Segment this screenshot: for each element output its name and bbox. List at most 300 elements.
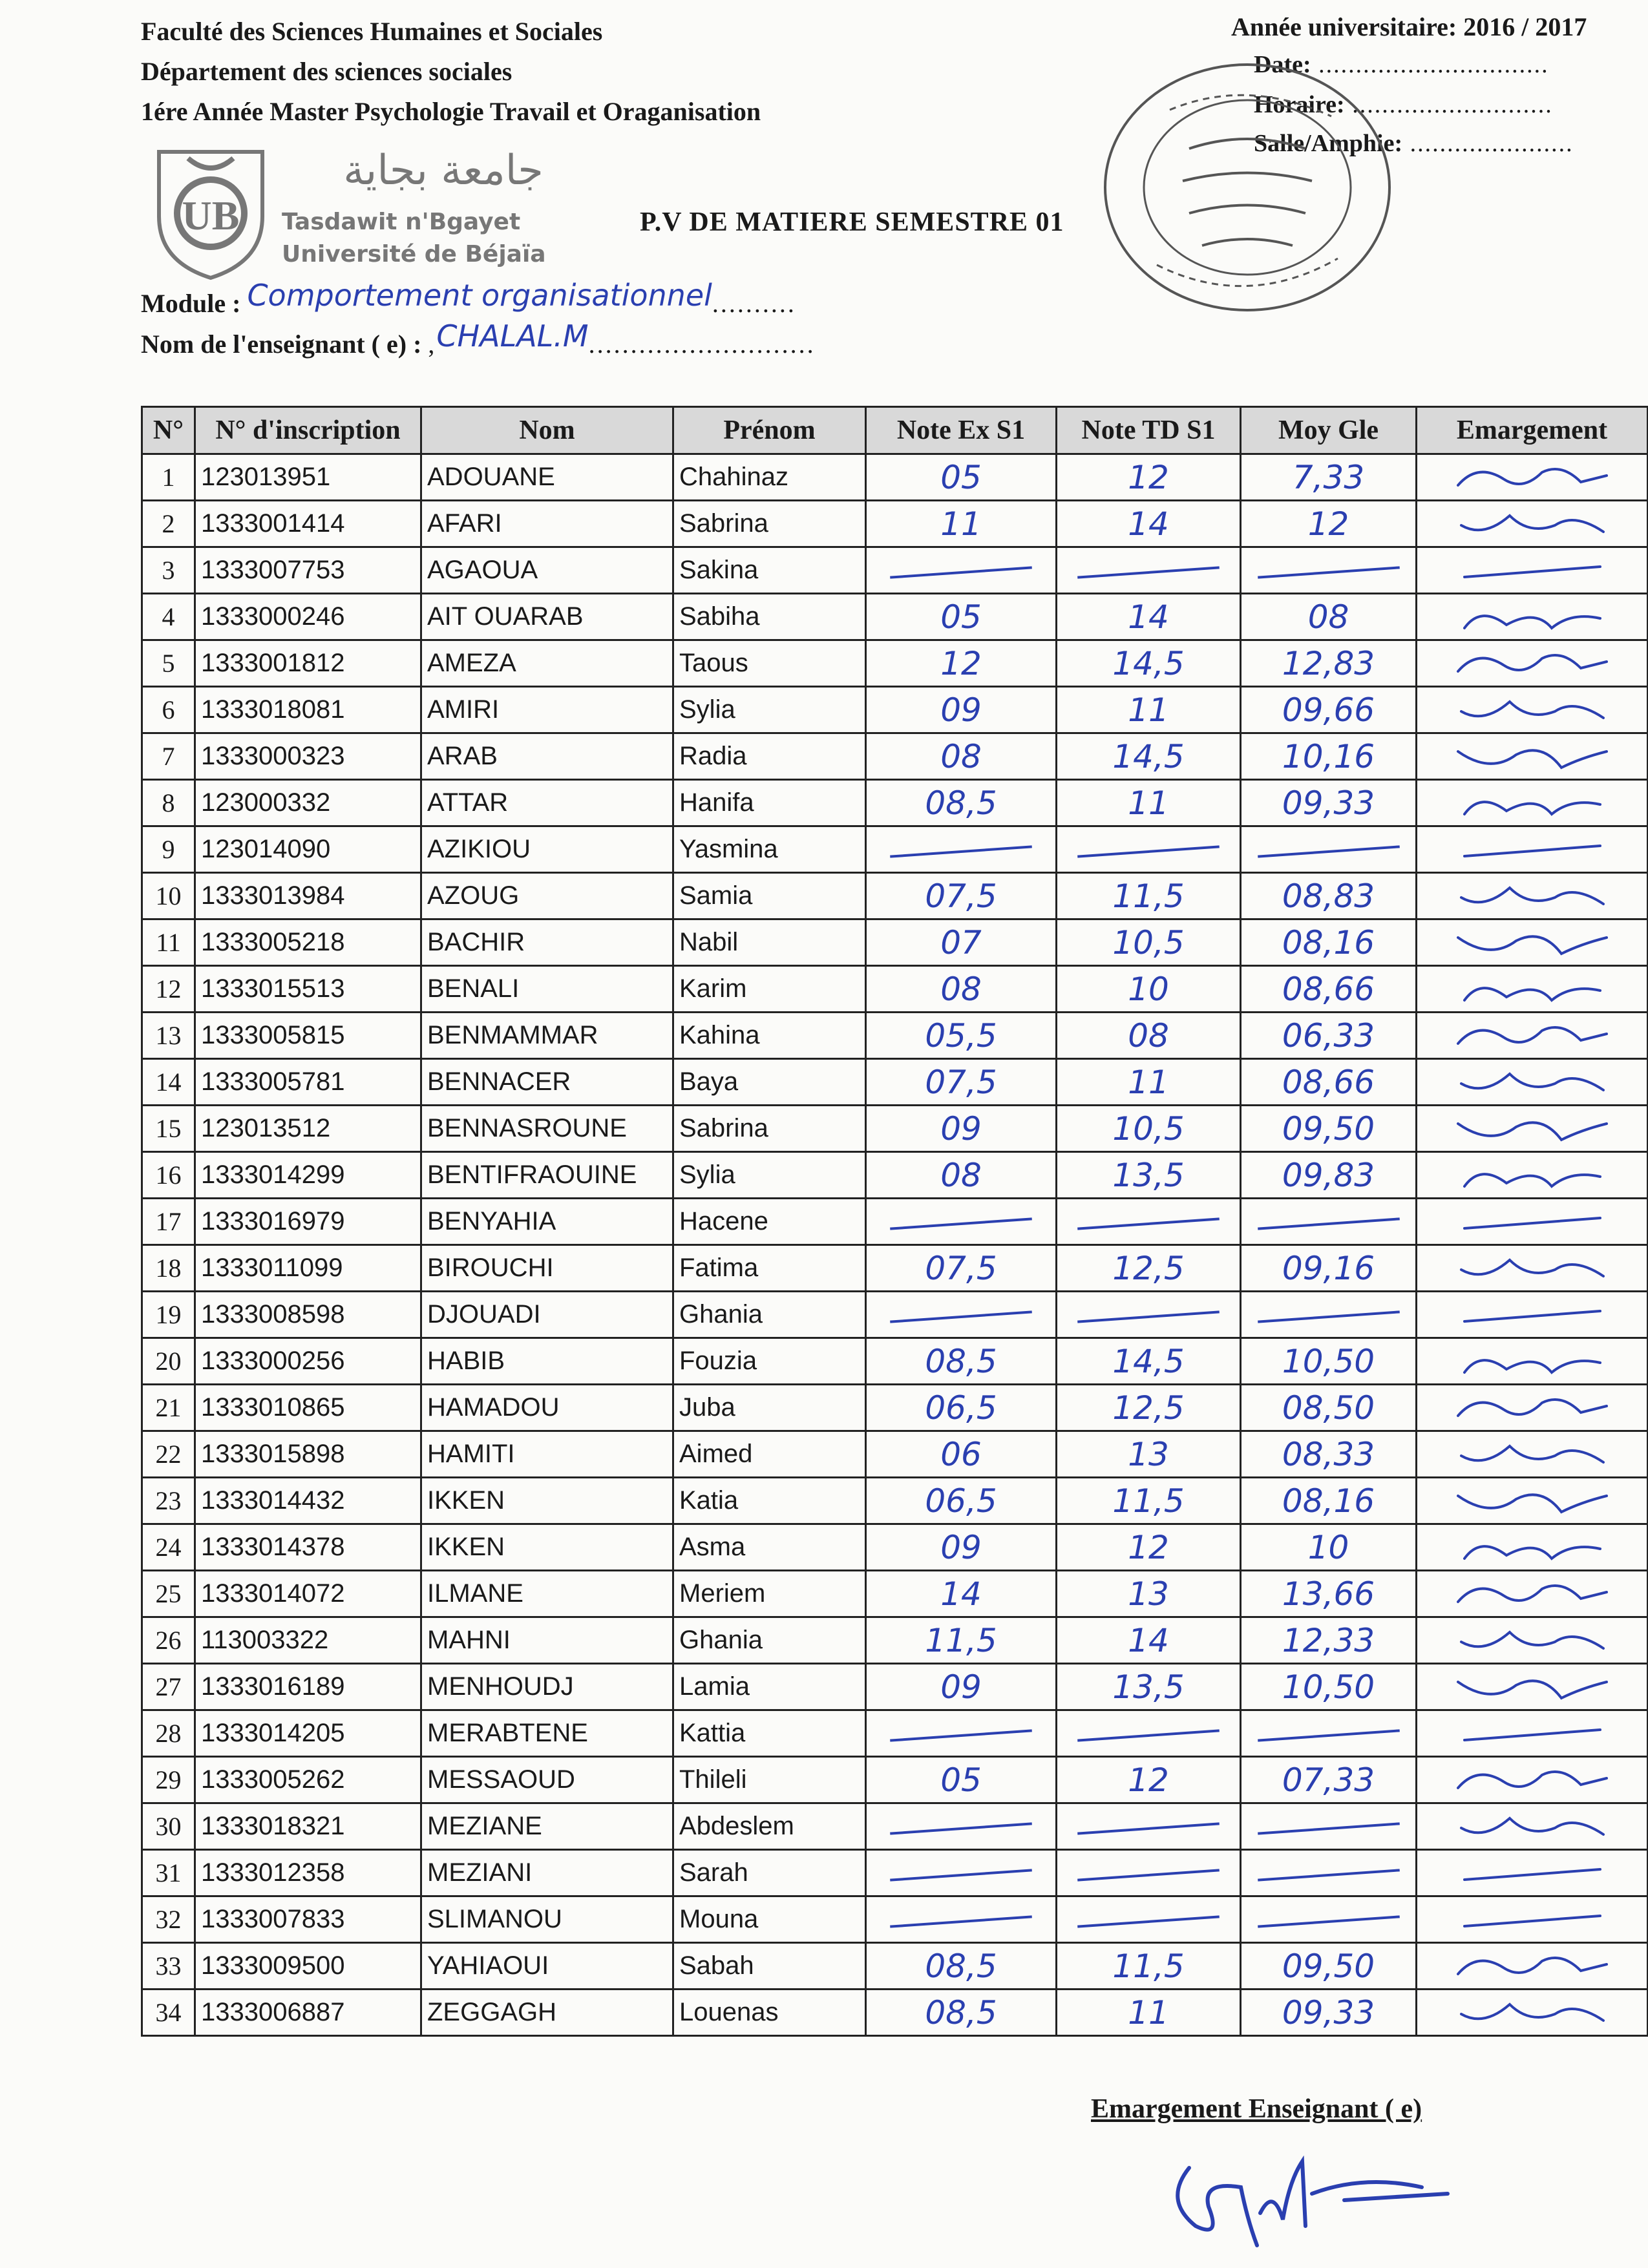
cell-number: 31 — [142, 1850, 195, 1896]
grade-value: 11 — [1128, 1063, 1169, 1101]
absence-dash — [890, 845, 1032, 857]
cell-number: 16 — [142, 1152, 195, 1199]
grade-value: 06 — [940, 1435, 982, 1473]
cell-note-exam — [866, 547, 1057, 594]
cell-prenom: Taous — [673, 640, 866, 687]
grade-value: 14 — [1128, 598, 1169, 636]
cell-note-td — [1057, 1431, 1241, 1478]
pv-title: P.V DE MATIERE SEMESTRE 01 — [640, 207, 1064, 237]
program-name: 1ére Année Master Psychologie Travail et Oraganisation — [141, 97, 761, 126]
cell-note-exam — [866, 1524, 1057, 1571]
cell-note-exam — [866, 1571, 1057, 1617]
cell-nom: BENTIFRAOUINE — [421, 1152, 673, 1199]
grade-value: 11,5 — [1112, 1947, 1185, 1985]
grade-value: 13,5 — [1112, 1156, 1185, 1194]
col-header-td: Note TD S1 — [1057, 407, 1241, 454]
grades-table — [141, 406, 1648, 2037]
cell-prenom: Ghania — [673, 1292, 866, 1338]
cell-note-td — [1057, 1710, 1241, 1757]
table-row — [142, 1803, 1648, 1850]
cell-nom: HAMITI — [421, 1431, 673, 1478]
date-field: Date: ............................... — [1254, 51, 1549, 78]
grade-value: 14,5 — [1112, 737, 1185, 775]
grade-value: 09,33 — [1282, 1993, 1375, 2032]
grade-value: 07 — [940, 923, 982, 961]
cell-number: 21 — [142, 1385, 195, 1431]
cell-moyenne — [1241, 1990, 1417, 2036]
grade-value: 11,5 — [1112, 877, 1185, 915]
cell-nom: MENHOUDJ — [421, 1664, 673, 1710]
module-label: Module : — [141, 289, 241, 318]
absence-dash — [890, 1729, 1032, 1741]
cell-moyenne — [1241, 547, 1417, 594]
cell-prenom: Nabil — [673, 919, 866, 966]
col-header-exam: Note Ex S1 — [866, 407, 1057, 454]
cell-number: 25 — [142, 1571, 195, 1617]
grade-value: 11 — [1128, 691, 1169, 729]
cell-prenom: Thileli — [673, 1757, 866, 1803]
cell-inscription: 1333012358 — [195, 1850, 421, 1896]
grade-value: 09 — [940, 1668, 982, 1706]
cell-prenom: Radia — [673, 733, 866, 780]
grade-value: 11 — [1128, 1993, 1169, 2032]
cell-note-exam — [866, 1990, 1057, 2036]
cell-number: 4 — [142, 594, 195, 640]
absence-dash — [1077, 1822, 1220, 1834]
cell-number: 6 — [142, 687, 195, 733]
cell-prenom: Ghania — [673, 1617, 866, 1664]
table-row — [142, 1617, 1648, 1664]
col-header-number: N° — [142, 407, 195, 454]
logo-universite-text: Université de Béjaïa — [282, 241, 546, 268]
table-row — [142, 1013, 1648, 1059]
cell-moyenne — [1241, 1199, 1417, 1245]
cell-moyenne — [1241, 826, 1417, 873]
cell-emargement — [1417, 501, 1648, 547]
cell-emargement — [1417, 687, 1648, 733]
grade-value: 08,33 — [1282, 1435, 1375, 1473]
cell-note-td — [1057, 1292, 1241, 1338]
cell-moyenne — [1241, 1245, 1417, 1292]
grade-value: 10,50 — [1282, 1668, 1375, 1706]
cell-emargement — [1417, 547, 1648, 594]
table-header-row — [142, 407, 1648, 454]
table-row — [142, 1664, 1648, 1710]
grade-value: 05,5 — [925, 1016, 997, 1055]
cell-moyenne — [1241, 1896, 1417, 1943]
cell-number: 8 — [142, 780, 195, 826]
cell-prenom: Karim — [673, 966, 866, 1013]
cell-emargement — [1417, 1199, 1648, 1245]
student-signature — [1452, 1157, 1613, 1193]
grade-value: 08,5 — [925, 1993, 997, 2032]
cell-note-td — [1057, 873, 1241, 919]
table-row — [142, 780, 1648, 826]
cell-moyenne — [1241, 1803, 1417, 1850]
cell-emargement — [1417, 826, 1648, 873]
grade-value: 08,16 — [1282, 923, 1375, 961]
student-signature — [1452, 1669, 1613, 1705]
cell-note-td — [1057, 1013, 1241, 1059]
absence-dash — [1452, 1716, 1613, 1752]
cell-nom: ATTAR — [421, 780, 673, 826]
cell-nom: IKKEN — [421, 1478, 673, 1524]
table-row — [142, 1850, 1648, 1896]
cell-number: 22 — [142, 1431, 195, 1478]
cell-note-td — [1057, 1152, 1241, 1199]
absence-dash — [1452, 1902, 1613, 1938]
cell-note-exam — [866, 1245, 1057, 1292]
cell-emargement — [1417, 1245, 1648, 1292]
cell-note-exam — [866, 1943, 1057, 1990]
table-row — [142, 1431, 1648, 1478]
absence-dash — [1077, 1869, 1220, 1881]
cell-note-exam — [866, 594, 1057, 640]
cell-moyenne — [1241, 1152, 1417, 1199]
cell-prenom: Sarah — [673, 1850, 866, 1896]
cell-note-exam — [866, 1803, 1057, 1850]
cell-inscription: 1333018081 — [195, 687, 421, 733]
student-signature — [1452, 692, 1613, 728]
cell-inscription: 1333005815 — [195, 1013, 421, 1059]
cell-moyenne — [1241, 1431, 1417, 1478]
grade-value: 08,66 — [1282, 970, 1375, 1008]
cell-note-exam — [866, 873, 1057, 919]
cell-number: 3 — [142, 547, 195, 594]
cell-emargement — [1417, 1152, 1648, 1199]
grade-value: 07,5 — [925, 1249, 997, 1287]
cell-nom: AMEZA — [421, 640, 673, 687]
cell-emargement — [1417, 454, 1648, 501]
cell-number: 15 — [142, 1106, 195, 1152]
cell-note-td — [1057, 1990, 1241, 2036]
horaire-field: Horaire: ........................... — [1254, 91, 1553, 118]
cell-note-exam — [866, 1152, 1057, 1199]
crest-icon — [159, 152, 262, 278]
cell-nom: MESSAOUD — [421, 1757, 673, 1803]
grade-value: 7,33 — [1292, 458, 1365, 496]
table-row — [142, 1943, 1648, 1990]
cell-emargement — [1417, 966, 1648, 1013]
cell-emargement — [1417, 1990, 1648, 2036]
grade-value: 08 — [1128, 1016, 1169, 1055]
cell-emargement — [1417, 1943, 1648, 1990]
cell-moyenne — [1241, 1385, 1417, 1431]
cell-moyenne — [1241, 1059, 1417, 1106]
grade-value: 13,5 — [1112, 1668, 1185, 1706]
grade-value: 11 — [940, 505, 982, 543]
cell-prenom: Yasmina — [673, 826, 866, 873]
absence-dash — [890, 1310, 1032, 1323]
cell-inscription: 123014090 — [195, 826, 421, 873]
cell-note-td — [1057, 1571, 1241, 1617]
cell-inscription: 1333009500 — [195, 1943, 421, 1990]
salle-field: Salle/Amphie: ...................... — [1254, 130, 1574, 157]
cell-number: 33 — [142, 1943, 195, 1990]
table-row — [142, 501, 1648, 547]
cell-emargement — [1417, 1664, 1648, 1710]
table-row — [142, 547, 1648, 594]
cell-emargement — [1417, 594, 1648, 640]
cell-number: 20 — [142, 1338, 195, 1385]
cell-inscription: 123000332 — [195, 780, 421, 826]
cell-inscription: 1333005781 — [195, 1059, 421, 1106]
cell-nom: YAHIAOUI — [421, 1943, 673, 1990]
grade-value: 14 — [940, 1575, 982, 1613]
grade-value: 09,50 — [1282, 1109, 1375, 1148]
table-row — [142, 1199, 1648, 1245]
table-row — [142, 454, 1648, 501]
cell-number: 14 — [142, 1059, 195, 1106]
cell-emargement — [1417, 1757, 1648, 1803]
student-signature — [1452, 739, 1613, 775]
cell-note-td — [1057, 1478, 1241, 1524]
cell-note-td — [1057, 1896, 1241, 1943]
table-row — [142, 1990, 1648, 2036]
cell-prenom: Aimed — [673, 1431, 866, 1478]
absence-dash — [890, 1822, 1032, 1834]
grade-value: 05 — [940, 458, 982, 496]
grade-value: 09,16 — [1282, 1249, 1375, 1287]
cell-note-exam — [866, 919, 1057, 966]
table-row — [142, 1106, 1648, 1152]
cell-emargement — [1417, 919, 1648, 966]
grade-value: 10,16 — [1282, 737, 1375, 775]
cell-moyenne — [1241, 640, 1417, 687]
student-signature — [1452, 1436, 1613, 1473]
cell-inscription: 1333014378 — [195, 1524, 421, 1571]
cell-prenom: Sakina — [673, 547, 866, 594]
cell-note-exam — [866, 1013, 1057, 1059]
cell-nom: ARAB — [421, 733, 673, 780]
cell-inscription: 1333015898 — [195, 1431, 421, 1478]
cell-number: 32 — [142, 1896, 195, 1943]
cell-note-exam — [866, 501, 1057, 547]
faculty-name: Faculté des Sciences Humaines et Sociales — [141, 17, 603, 46]
student-signature — [1452, 1483, 1613, 1519]
cell-note-td — [1057, 594, 1241, 640]
student-signature — [1452, 1995, 1613, 2031]
cell-prenom: Juba — [673, 1385, 866, 1431]
table-row — [142, 1245, 1648, 1292]
grade-value: 12 — [1128, 1528, 1169, 1566]
cell-prenom: Samia — [673, 873, 866, 919]
cell-number: 34 — [142, 1990, 195, 2036]
table-row — [142, 1059, 1648, 1106]
cell-prenom: Hacene — [673, 1199, 866, 1245]
table-row — [142, 1896, 1648, 1943]
grade-value: 07,5 — [925, 1063, 997, 1101]
student-signature — [1452, 459, 1613, 496]
cell-number: 17 — [142, 1199, 195, 1245]
table-row — [142, 1757, 1648, 1803]
table-row — [142, 733, 1648, 780]
cell-number: 23 — [142, 1478, 195, 1524]
grade-value: 12,5 — [1112, 1249, 1185, 1287]
table-row — [142, 1478, 1648, 1524]
cell-inscription: 1333005218 — [195, 919, 421, 966]
grade-value: 07,5 — [925, 877, 997, 915]
grade-value: 13 — [1128, 1575, 1169, 1613]
absence-dash — [1452, 552, 1613, 589]
cell-emargement — [1417, 1478, 1648, 1524]
cell-moyenne — [1241, 594, 1417, 640]
absence-dash — [890, 1217, 1032, 1230]
grade-value: 09 — [940, 1109, 982, 1148]
cell-prenom: Sylia — [673, 687, 866, 733]
cell-note-td — [1057, 547, 1241, 594]
logo-arabic-text: جامعة بجاية — [343, 147, 544, 194]
cell-inscription: 123013951 — [195, 454, 421, 501]
grade-value: 08,5 — [925, 1947, 997, 1985]
col-header-nom: Nom — [421, 407, 673, 454]
grade-value: 13 — [1128, 1435, 1169, 1473]
absence-dash — [1452, 1204, 1613, 1240]
grade-value: 14,5 — [1112, 1342, 1185, 1380]
grade-value: 08,16 — [1282, 1482, 1375, 1520]
grade-value: 08,5 — [925, 784, 997, 822]
cell-nom: DJOUADI — [421, 1292, 673, 1338]
cell-prenom: Fouzia — [673, 1338, 866, 1385]
cell-note-td — [1057, 1106, 1241, 1152]
absence-dash — [1258, 1915, 1400, 1927]
cell-note-td — [1057, 687, 1241, 733]
cell-note-td — [1057, 1385, 1241, 1431]
cell-note-exam — [866, 454, 1057, 501]
table-row — [142, 594, 1648, 640]
cell-inscription: 1333014299 — [195, 1152, 421, 1199]
col-header-prenom: Prénom — [673, 407, 866, 454]
cell-prenom: Baya — [673, 1059, 866, 1106]
cell-prenom: Fatima — [673, 1245, 866, 1292]
cell-nom: MEZIANI — [421, 1850, 673, 1896]
absence-dash — [890, 566, 1032, 578]
grade-value: 11,5 — [1112, 1482, 1185, 1520]
cell-note-exam — [866, 1617, 1057, 1664]
cell-emargement — [1417, 1850, 1648, 1896]
table-row — [142, 1710, 1648, 1757]
cell-nom: SLIMANOU — [421, 1896, 673, 1943]
student-signature — [1452, 971, 1613, 1007]
student-signature — [1452, 506, 1613, 542]
cell-number: 7 — [142, 733, 195, 780]
grade-value: 08 — [940, 970, 982, 1008]
official-stamp — [1092, 52, 1402, 323]
grade-value: 10 — [1307, 1528, 1349, 1566]
grade-value: 13,66 — [1282, 1575, 1375, 1613]
absence-dash — [1258, 1310, 1400, 1323]
absence-dash — [1452, 1855, 1613, 1891]
cell-inscription: 1333015513 — [195, 966, 421, 1013]
cell-note-td — [1057, 454, 1241, 501]
student-signature — [1452, 925, 1613, 961]
cell-moyenne — [1241, 1338, 1417, 1385]
cell-nom: MERABTENE — [421, 1710, 673, 1757]
grade-value: 14,5 — [1112, 644, 1185, 682]
teacher-signature — [1150, 2129, 1486, 2252]
grade-value: 06,5 — [925, 1482, 997, 1520]
cell-nom: BENYAHIA — [421, 1199, 673, 1245]
student-signature — [1452, 785, 1613, 821]
cell-note-exam — [866, 1850, 1057, 1896]
absence-dash — [1258, 566, 1400, 578]
student-signature — [1452, 1762, 1613, 1798]
cell-emargement — [1417, 1338, 1648, 1385]
cell-moyenne — [1241, 733, 1417, 780]
cell-note-exam — [866, 1199, 1057, 1245]
teacher-signature-label: Emargement Enseignant ( e) — [1091, 2094, 1422, 2124]
cell-prenom: Kahina — [673, 1013, 866, 1059]
table-row — [142, 873, 1648, 919]
cell-note-td — [1057, 780, 1241, 826]
cell-note-exam — [866, 780, 1057, 826]
absence-dash — [1077, 1729, 1220, 1741]
logo-tasdawit-text: Tasdawit n'Bgayet — [282, 209, 521, 235]
grade-value: 09 — [940, 1528, 982, 1566]
cell-moyenne — [1241, 1478, 1417, 1524]
module-value: Comportement organisationnel — [247, 278, 712, 313]
university-logo — [153, 139, 592, 281]
cell-note-td — [1057, 501, 1241, 547]
cell-note-exam — [866, 1059, 1057, 1106]
cell-nom: ILMANE — [421, 1571, 673, 1617]
faculty-header — [141, 12, 761, 132]
cell-emargement — [1417, 1385, 1648, 1431]
cell-moyenne — [1241, 1013, 1417, 1059]
cell-number: 10 — [142, 873, 195, 919]
cell-inscription: 1333005262 — [195, 1757, 421, 1803]
cell-emargement — [1417, 1571, 1648, 1617]
table-row — [142, 1524, 1648, 1571]
cell-number: 27 — [142, 1664, 195, 1710]
grade-value: 08,66 — [1282, 1063, 1375, 1101]
cell-nom: AGAOUA — [421, 547, 673, 594]
cell-inscription: 1333007753 — [195, 547, 421, 594]
absence-dash — [890, 1915, 1032, 1927]
absence-dash — [1258, 1822, 1400, 1834]
cell-nom: AZIKIOU — [421, 826, 673, 873]
table-row — [142, 640, 1648, 687]
grade-value: 09,83 — [1282, 1156, 1375, 1194]
cell-nom: AMIRI — [421, 687, 673, 733]
grade-value: 14 — [1128, 505, 1169, 543]
absence-dash — [1258, 1869, 1400, 1881]
cell-number: 13 — [142, 1013, 195, 1059]
grade-value: 12,83 — [1282, 644, 1375, 682]
svg-text:UB: UB — [182, 193, 240, 238]
grade-value: 12 — [1128, 458, 1169, 496]
grade-value: 10,50 — [1282, 1342, 1375, 1380]
cell-moyenne — [1241, 780, 1417, 826]
cell-note-td — [1057, 1803, 1241, 1850]
cell-moyenne — [1241, 1664, 1417, 1710]
cell-emargement — [1417, 1431, 1648, 1478]
cell-moyenne — [1241, 1524, 1417, 1571]
cell-prenom: Sabiha — [673, 594, 866, 640]
student-signature — [1452, 1622, 1613, 1659]
cell-note-td — [1057, 919, 1241, 966]
grade-value: 10,5 — [1112, 923, 1185, 961]
cell-nom: IKKEN — [421, 1524, 673, 1571]
grade-value: 08 — [940, 737, 982, 775]
cell-emargement — [1417, 1106, 1648, 1152]
cell-inscription: 1333014432 — [195, 1478, 421, 1524]
cell-moyenne — [1241, 1710, 1417, 1757]
cell-number: 9 — [142, 826, 195, 873]
cell-note-td — [1057, 1059, 1241, 1106]
cell-number: 5 — [142, 640, 195, 687]
grade-value: 09,33 — [1282, 784, 1375, 822]
